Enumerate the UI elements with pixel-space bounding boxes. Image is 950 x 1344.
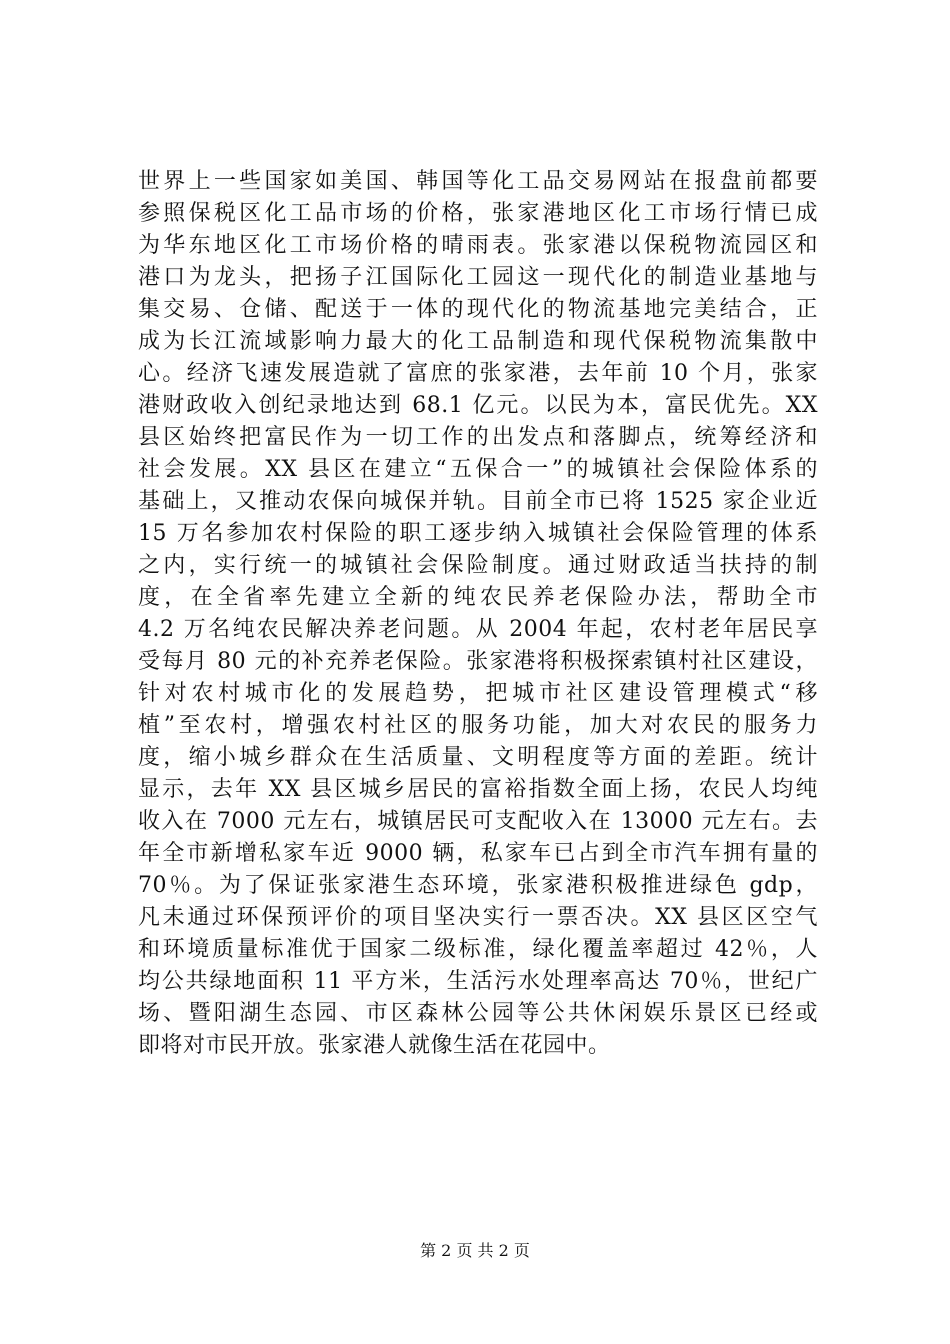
- text-line: 均公共绿地面积 11 平方米，生活污水处理率高达 70％，世纪广: [138, 969, 818, 994]
- text-line: 集交易、仓储、配送于一体的现代化的物流基地完美结合，正: [138, 297, 818, 322]
- text-line: 度，在全省率先建立全新的纯农民养老保险办法，帮助全市: [138, 585, 818, 610]
- text-line: 受每月 80 元的补充养老保险。张家港将积极探索镇村社区建设，: [138, 649, 818, 674]
- text-line: 成为长江流域影响力最大的化工品制造和现代保税物流集散中: [138, 329, 818, 354]
- text-line: 4.2 万名纯农民解决养老问题。从 2004 年起，农村老年居民享: [138, 617, 818, 642]
- text-line: 植”至农村，增强农村社区的服务功能，加大对农民的服务力: [138, 713, 818, 738]
- text-line: 度，缩小城乡群众在生活质量、文明程度等方面的差距。统计: [138, 745, 818, 770]
- text-line: 70％。为了保证张家港生态环境，张家港积极推进绿色 gdp，: [138, 873, 818, 898]
- text-line: 世界上一些国家如美国、韩国等化工品交易网站在报盘前都要: [138, 169, 818, 194]
- text-line: 为华东地区化工市场价格的晴雨表。张家港以保税物流园区和: [138, 233, 818, 258]
- text-line: 收入在 7000 元左右，城镇居民可支配收入在 13000 元左右。去: [138, 809, 818, 834]
- text-line: 场、暨阳湖生态园、市区森林公园等公共休闲娱乐景区已经或: [138, 1001, 818, 1026]
- text-line: 之内，实行统一的城镇社会保险制度。通过财政适当扶持的制: [138, 553, 818, 578]
- text-line: 针对农村城市化的发展趋势，把城市社区建设管理模式“移: [138, 681, 818, 706]
- text-line: 参照保税区化工品市场的价格，张家港地区化工市场行情已成: [138, 201, 818, 226]
- text-line: 社会发展。XX 县区在建立“五保合一”的城镇社会保险体系的: [138, 457, 818, 482]
- text-line: 凡未通过环保预评价的项目坚决实行一票否决。XX 县区区空气: [138, 905, 818, 930]
- text-line: 15 万名参加农村保险的职工逐步纳入城镇社会保险管理的体系: [138, 521, 818, 546]
- text-line: 年全市新增私家车近 9000 辆，私家车已占到全市汽车拥有量的: [138, 841, 818, 866]
- page-footer: 第 2 页 共 2 页: [420, 1241, 530, 1260]
- body-paragraph: [138, 166, 818, 1062]
- text-line: 基础上，又推动农保向城保并轨。目前全市已将 1525 家企业近: [138, 489, 818, 514]
- text-line: 县区始终把富民作为一切工作的出发点和落脚点，统筹经济和: [138, 425, 818, 450]
- text-line: 港财政收入创纪录地达到 68.1 亿元。以民为本，富民优先。XX: [138, 393, 818, 418]
- text-line: 即将对市民开放。张家港人就像生活在花园中。: [138, 1033, 611, 1058]
- text-line: 港口为龙头，把扬子江国际化工园这一现代化的制造业基地与: [138, 265, 818, 290]
- text-line: 显示，去年 XX 县区城乡居民的富裕指数全面上扬，农民人均纯: [138, 777, 818, 802]
- text-line: 和环境质量标准优于国家二级标准，绿化覆盖率超过 42％，人: [138, 937, 818, 962]
- text-line: 心。经济飞速发展造就了富庶的张家港，去年前 10 个月，张家: [138, 361, 818, 386]
